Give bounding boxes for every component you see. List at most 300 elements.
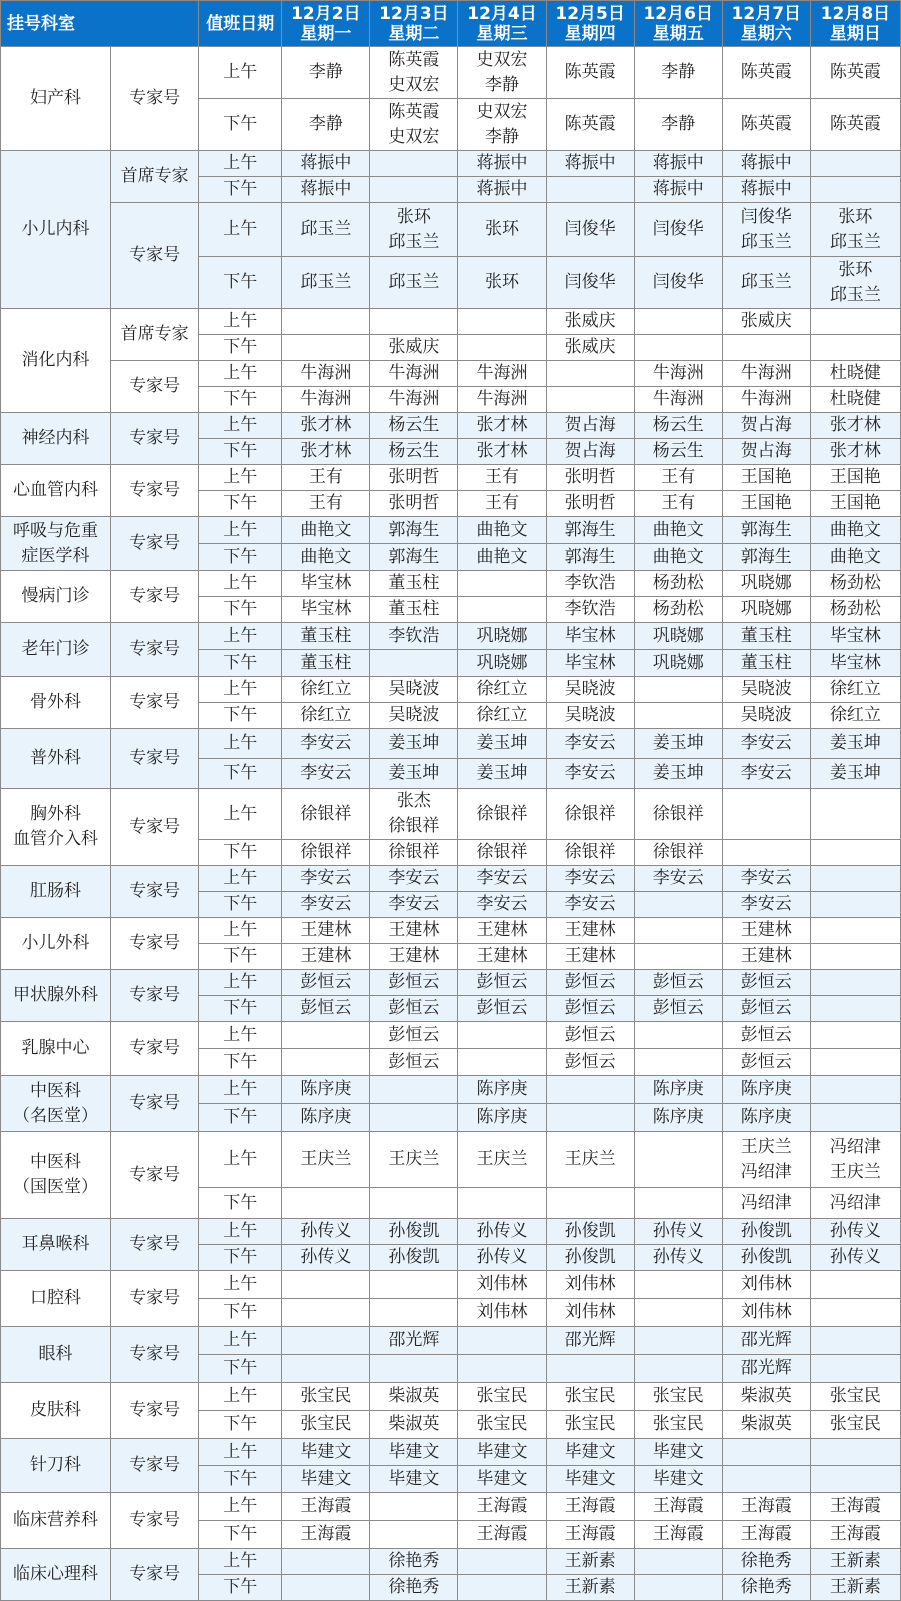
doctor-name: 巩晓娜 xyxy=(476,625,528,646)
doctor-cell xyxy=(634,203,722,257)
period-cell: 上午 xyxy=(199,866,282,892)
doctor-cell xyxy=(722,918,810,944)
doctor-cell xyxy=(282,944,370,970)
doctor-name: 王有 xyxy=(661,493,696,513)
doctor-cell xyxy=(722,840,810,866)
doctor-name: 邱玉兰 xyxy=(300,219,352,239)
doctor-name: 徐红立 xyxy=(476,679,528,699)
registration-type-cell: 专家号 xyxy=(111,866,199,918)
doctor-cell xyxy=(282,491,370,517)
doctor-name: 王有 xyxy=(661,467,696,487)
period-cell: 下午 xyxy=(199,1355,282,1383)
doctor-name: 杨云生 xyxy=(388,441,440,461)
doctor-cell xyxy=(634,544,722,571)
doctor-cell xyxy=(546,1439,634,1466)
doctor-cell xyxy=(722,623,810,650)
table-row xyxy=(1,151,901,177)
doctor-cell xyxy=(458,677,546,703)
doctor-cell xyxy=(810,1104,900,1132)
doctor-name: 姜玉坤 xyxy=(476,763,528,783)
doctor-cell xyxy=(722,1493,810,1521)
doctor-name: 郭海生 xyxy=(740,546,792,567)
doctor-cell xyxy=(634,1327,722,1355)
doctor-cell xyxy=(370,1327,458,1355)
doctor-name: 孙俊凯 xyxy=(740,1221,792,1241)
doctor-cell xyxy=(722,1104,810,1132)
doctor-cell xyxy=(282,1383,370,1411)
doctor-cell xyxy=(282,1411,370,1439)
doctor-cell xyxy=(546,361,634,387)
doctor-cell xyxy=(546,944,634,970)
doctor-cell xyxy=(722,703,810,729)
doctor-name: 王新素 xyxy=(829,1551,881,1571)
doctor-name: 王建林 xyxy=(476,946,528,966)
doctor-cell xyxy=(546,177,634,203)
doctor-name: 王海霞 xyxy=(740,1496,792,1516)
doctor-name: 彭恒云 xyxy=(564,1024,616,1045)
registration-type-cell: 专家号 xyxy=(111,465,199,517)
doctor-cell xyxy=(282,257,370,309)
department-name: 老年门诊 xyxy=(21,639,90,659)
doctor-cell xyxy=(458,729,546,759)
doctor-cell xyxy=(722,729,810,759)
doctor-cell xyxy=(458,944,546,970)
registration-type-cell: 专家号 xyxy=(111,517,199,571)
doctor-cell xyxy=(370,944,458,970)
doctor-cell xyxy=(634,597,722,623)
doctor-name: 贺占海 xyxy=(564,441,616,461)
doctor-cell xyxy=(810,1022,900,1049)
doctor-cell xyxy=(722,1022,810,1049)
doctor-name: 陈序庚 xyxy=(740,1107,792,1127)
doctor-cell xyxy=(458,970,546,996)
doctor-name: 董玉柱 xyxy=(740,652,792,673)
department-cell xyxy=(1,1132,111,1219)
doctor-cell xyxy=(546,203,634,257)
doctor-name: 贺占海 xyxy=(740,415,792,435)
doctor-name: 巩晓娜 xyxy=(740,573,792,593)
department-name: 消化内科 xyxy=(21,350,90,370)
department-name: 乳腺中心 xyxy=(21,1038,90,1058)
doctor-cell xyxy=(634,623,722,650)
doctor-name: 彭恒云 xyxy=(388,998,440,1018)
doctor-cell xyxy=(634,866,722,892)
department-cell xyxy=(1,1271,111,1327)
registration-type-cell: 专家号 xyxy=(111,789,199,866)
doctor-name: 李钦浩 xyxy=(564,573,616,593)
doctor-name: 王建林 xyxy=(300,920,352,940)
doctor-cell xyxy=(370,866,458,892)
doctor-cell xyxy=(810,759,900,789)
doctor-name: 曲艳文 xyxy=(476,546,528,567)
doctor-name: 蒋振中 xyxy=(740,179,792,199)
department-name: （国医堂） xyxy=(13,1177,99,1197)
doctor-name: 王海霞 xyxy=(564,1496,616,1516)
doctor-cell xyxy=(282,677,370,703)
doctor-name: 曲艳文 xyxy=(829,519,881,540)
doctor-name: 郭海生 xyxy=(564,519,616,540)
doctor-cell xyxy=(810,517,900,544)
date-label: 12月5日 xyxy=(555,3,625,24)
doctor-cell xyxy=(722,544,810,571)
doctor-name: 杨云生 xyxy=(388,415,440,435)
doctor-cell xyxy=(722,99,810,151)
doctor-cell xyxy=(810,996,900,1022)
doctor-cell xyxy=(458,1219,546,1245)
doctor-name: 姜玉坤 xyxy=(476,733,528,753)
doctor-name: 张宝民 xyxy=(300,1414,352,1434)
doctor-name: 刘伟林 xyxy=(564,1274,616,1294)
doctor-cell xyxy=(458,650,546,677)
doctor-name: 彭恒云 xyxy=(740,1024,792,1045)
doctor-cell xyxy=(546,257,634,309)
doctor-cell xyxy=(546,47,634,99)
doctor-cell xyxy=(370,1521,458,1549)
doctor-name: 徐银祥 xyxy=(652,803,704,824)
doctor-cell xyxy=(282,1188,370,1219)
doctor-cell xyxy=(634,996,722,1022)
doctor-cell xyxy=(370,465,458,491)
doctor-name: 毕建文 xyxy=(564,1468,616,1489)
period-cell: 上午 xyxy=(199,1076,282,1104)
doctor-name: 孙传义 xyxy=(652,1247,704,1267)
doctor-name: 毕建文 xyxy=(300,1468,352,1489)
period-cell: 上午 xyxy=(199,1327,282,1355)
doctor-cell xyxy=(546,99,634,151)
table-row xyxy=(1,623,901,650)
doctor-name: 王建林 xyxy=(476,920,528,940)
doctor-cell xyxy=(634,1022,722,1049)
doctor-cell xyxy=(810,1327,900,1355)
doctor-cell xyxy=(458,623,546,650)
doctor-cell xyxy=(634,387,722,413)
doctor-name: 李静 xyxy=(661,114,696,134)
doctor-cell xyxy=(634,1493,722,1521)
doctor-cell xyxy=(634,1383,722,1411)
doctor-cell xyxy=(810,465,900,491)
doctor-name: 张威庆 xyxy=(564,311,616,331)
doctor-cell xyxy=(458,1439,546,1466)
doctor-cell xyxy=(546,866,634,892)
doctor-cell xyxy=(282,996,370,1022)
doctor-cell xyxy=(370,1104,458,1132)
doctor-name: 王有 xyxy=(308,467,343,487)
period-cell: 上午 xyxy=(199,517,282,544)
doctor-cell xyxy=(370,918,458,944)
weekday-label: 星期三 xyxy=(476,23,528,44)
doctor-name: 陈英霞 xyxy=(829,114,881,134)
doctor-cell xyxy=(722,335,810,361)
doctor-cell xyxy=(458,1411,546,1439)
period-cell: 下午 xyxy=(199,257,282,309)
registration-type-cell: 专家号 xyxy=(111,1493,199,1549)
period-cell: 下午 xyxy=(199,892,282,918)
header-row xyxy=(1,1,901,47)
doctor-cell xyxy=(634,177,722,203)
doctor-cell xyxy=(634,1076,722,1104)
department-name: 普外科 xyxy=(30,748,82,768)
doctor-cell xyxy=(370,729,458,759)
doctor-cell xyxy=(722,1411,810,1439)
doctor-name: 杨云生 xyxy=(652,415,704,435)
doctor-name: 张宝民 xyxy=(476,1386,528,1406)
registration-type-cell: 首席专家 xyxy=(111,151,199,203)
doctor-name: 吴晓波 xyxy=(388,705,440,725)
doctor-name: 史双宏 xyxy=(388,126,440,147)
doctor-cell xyxy=(810,1076,900,1104)
table-row xyxy=(1,1439,901,1466)
doctor-cell xyxy=(546,1188,634,1219)
doctor-cell xyxy=(282,918,370,944)
doctor-cell xyxy=(722,789,810,840)
registration-type-cell: 专家号 xyxy=(111,203,199,309)
period-cell: 上午 xyxy=(199,47,282,99)
date-header xyxy=(370,1,458,47)
doctor-cell xyxy=(722,177,810,203)
period-cell: 下午 xyxy=(199,387,282,413)
doctor-cell xyxy=(810,918,900,944)
doctor-cell xyxy=(282,1466,370,1493)
doctor-name: 陈英霞 xyxy=(740,114,792,134)
doctor-name: 曲艳文 xyxy=(300,519,352,540)
doctor-cell xyxy=(722,439,810,465)
doctor-cell xyxy=(282,439,370,465)
department-name: 症医学科 xyxy=(21,545,90,566)
doctor-name: 刘伟林 xyxy=(476,1274,528,1294)
doctor-cell xyxy=(458,335,546,361)
doctor-name: 牛海洲 xyxy=(740,389,792,409)
doctor-name: 徐银祥 xyxy=(564,842,616,862)
doctor-cell xyxy=(546,623,634,650)
doctor-name: 蒋振中 xyxy=(564,153,616,173)
doctor-cell xyxy=(282,309,370,335)
date-header xyxy=(810,1,900,47)
registration-type-cell: 专家号 xyxy=(111,1549,199,1601)
doctor-cell xyxy=(546,650,634,677)
doctor-cell xyxy=(282,1132,370,1188)
doctor-cell xyxy=(370,335,458,361)
doctor-cell xyxy=(722,1327,810,1355)
doctor-cell xyxy=(282,361,370,387)
doctor-cell xyxy=(722,413,810,439)
doctor-cell xyxy=(634,1132,722,1188)
doctor-cell xyxy=(282,1355,370,1383)
doctor-cell xyxy=(634,944,722,970)
doctor-cell xyxy=(282,1299,370,1327)
doctor-cell xyxy=(370,1049,458,1076)
doctor-name: 张宝民 xyxy=(476,1414,528,1434)
doctor-cell xyxy=(810,309,900,335)
doctor-cell xyxy=(370,1271,458,1299)
doctor-name: 陈英霞 xyxy=(740,62,792,82)
doctor-name: 王庆兰 xyxy=(564,1149,616,1169)
doctor-cell xyxy=(370,1245,458,1271)
doctor-name: 董玉柱 xyxy=(388,599,440,619)
doctor-name: 吴晓波 xyxy=(740,679,792,699)
doctor-cell xyxy=(282,866,370,892)
doctor-cell xyxy=(282,177,370,203)
doctor-cell xyxy=(634,1049,722,1076)
doctor-cell xyxy=(810,970,900,996)
doctor-cell xyxy=(282,840,370,866)
weekday-label: 星期日 xyxy=(829,23,881,44)
doctor-name: 杜晓健 xyxy=(829,363,881,383)
doctor-name: 彭恒云 xyxy=(564,972,616,992)
doctor-name: 史双宏 xyxy=(388,74,440,95)
doctor-name: 张杰 xyxy=(396,791,431,811)
doctor-name: 吴晓波 xyxy=(740,705,792,725)
department-cell xyxy=(1,413,111,465)
doctor-cell xyxy=(546,1219,634,1245)
doctor-name: 徐银祥 xyxy=(476,803,528,824)
period-cell: 下午 xyxy=(199,1575,282,1601)
department-cell xyxy=(1,789,111,866)
doctor-name: 王建林 xyxy=(388,920,440,940)
doctor-cell xyxy=(458,1271,546,1299)
doctor-name: 邵光辉 xyxy=(564,1330,616,1350)
doctor-name: 彭恒云 xyxy=(388,972,440,992)
doctor-cell xyxy=(458,840,546,866)
table-row xyxy=(1,789,901,840)
table-row xyxy=(1,203,901,257)
doctor-cell xyxy=(634,151,722,177)
doctor-name: 孙俊凯 xyxy=(388,1247,440,1267)
period-cell: 下午 xyxy=(199,177,282,203)
doctor-cell xyxy=(634,1299,722,1327)
doctor-name: 徐银祥 xyxy=(564,803,616,824)
doctor-cell xyxy=(722,203,810,257)
doctor-cell xyxy=(282,517,370,544)
doctor-cell xyxy=(370,1299,458,1327)
registration-type-cell: 专家号 xyxy=(111,47,199,151)
doctor-cell xyxy=(546,1271,634,1299)
doctor-name: 柴淑英 xyxy=(388,1414,440,1434)
department-header: 挂号科室 xyxy=(1,1,199,47)
doctor-name: 李安云 xyxy=(564,894,616,914)
registration-type-cell: 专家号 xyxy=(111,413,199,465)
doctor-cell xyxy=(546,1022,634,1049)
doctor-name: 张宝民 xyxy=(829,1386,881,1406)
period-cell: 下午 xyxy=(199,1521,282,1549)
doctor-cell xyxy=(458,1049,546,1076)
period-cell: 下午 xyxy=(199,491,282,517)
doctor-cell xyxy=(546,1493,634,1521)
doctor-name: 李安云 xyxy=(564,868,616,888)
doctor-cell xyxy=(282,151,370,177)
doctor-name: 孙传义 xyxy=(300,1221,352,1241)
doctor-name: 王庆兰 xyxy=(476,1149,528,1169)
doctor-name: 张才林 xyxy=(829,415,881,435)
doctor-name: 孙传义 xyxy=(652,1221,704,1241)
doctor-cell xyxy=(810,597,900,623)
doctor-cell xyxy=(810,151,900,177)
doctor-cell xyxy=(546,703,634,729)
doctor-name: 王庆兰 xyxy=(300,1149,352,1169)
doctor-cell xyxy=(722,1299,810,1327)
doctor-cell xyxy=(634,491,722,517)
doctor-cell xyxy=(282,1245,370,1271)
doctor-cell xyxy=(546,1549,634,1575)
doctor-name: 李安云 xyxy=(300,868,352,888)
doctor-name: 牛海洲 xyxy=(300,363,352,383)
doctor-cell xyxy=(282,1575,370,1601)
doctor-cell xyxy=(722,1549,810,1575)
department-name: 胸外科 xyxy=(30,804,82,824)
doctor-name: 毕建文 xyxy=(388,1468,440,1489)
doctor-cell xyxy=(370,1076,458,1104)
doctor-name: 陈英霞 xyxy=(388,101,440,122)
doctor-cell xyxy=(458,1327,546,1355)
doctor-cell xyxy=(546,571,634,597)
doctor-name: 王新素 xyxy=(564,1577,616,1597)
department-cell xyxy=(1,623,111,677)
doctor-cell xyxy=(546,759,634,789)
doctor-name: 彭恒云 xyxy=(740,972,792,992)
doctor-name: 李静 xyxy=(485,126,520,147)
doctor-cell xyxy=(370,789,458,840)
period-cell: 上午 xyxy=(199,677,282,703)
doctor-name: 彭恒云 xyxy=(652,972,704,992)
doctor-cell xyxy=(634,1439,722,1466)
doctor-cell xyxy=(370,517,458,544)
doctor-cell xyxy=(458,517,546,544)
doctor-cell xyxy=(546,918,634,944)
doctor-name: 李安云 xyxy=(564,763,616,783)
department-name: 中医科 xyxy=(30,1152,82,1172)
registration-type-cell: 专家号 xyxy=(111,1132,199,1219)
department-cell xyxy=(1,970,111,1022)
period-cell: 上午 xyxy=(199,361,282,387)
doctor-cell xyxy=(546,491,634,517)
period-cell: 上午 xyxy=(199,970,282,996)
registration-type-cell: 专家号 xyxy=(111,1327,199,1383)
doctor-name: 孙俊凯 xyxy=(564,1221,616,1241)
doctor-name: 冯绍津 xyxy=(829,1136,881,1157)
doctor-name: 徐红立 xyxy=(829,679,881,699)
doctor-cell xyxy=(370,413,458,439)
doctor-cell xyxy=(810,623,900,650)
doctor-name: 郭海生 xyxy=(388,519,440,540)
doctor-name: 毕宝林 xyxy=(829,625,881,646)
doctor-cell xyxy=(458,439,546,465)
doctor-name: 邱玉兰 xyxy=(829,231,881,252)
doctor-cell xyxy=(458,759,546,789)
doctor-cell xyxy=(458,257,546,309)
doctor-name: 蒋振中 xyxy=(740,153,792,173)
doctor-cell xyxy=(370,1493,458,1521)
period-cell: 上午 xyxy=(199,1439,282,1466)
doctor-name: 董玉柱 xyxy=(740,625,792,646)
doctor-name: 陈序庚 xyxy=(652,1107,704,1127)
doctor-cell xyxy=(722,866,810,892)
doctor-cell xyxy=(370,703,458,729)
registration-type-cell: 专家号 xyxy=(111,1439,199,1493)
doctor-cell xyxy=(810,1493,900,1521)
doctor-cell xyxy=(282,1271,370,1299)
doctor-name: 张明哲 xyxy=(564,493,616,513)
doctor-name: 王有 xyxy=(485,467,520,487)
doctor-name: 张环 xyxy=(485,219,520,239)
period-cell: 上午 xyxy=(199,1219,282,1245)
duty-date-header: 值班日期 xyxy=(199,1,282,47)
doctor-cell xyxy=(458,309,546,335)
doctor-name: 张宝民 xyxy=(652,1414,704,1434)
doctor-cell xyxy=(370,361,458,387)
doctor-cell xyxy=(722,387,810,413)
doctor-cell xyxy=(634,677,722,703)
doctor-cell xyxy=(458,1549,546,1575)
doctor-cell xyxy=(634,892,722,918)
